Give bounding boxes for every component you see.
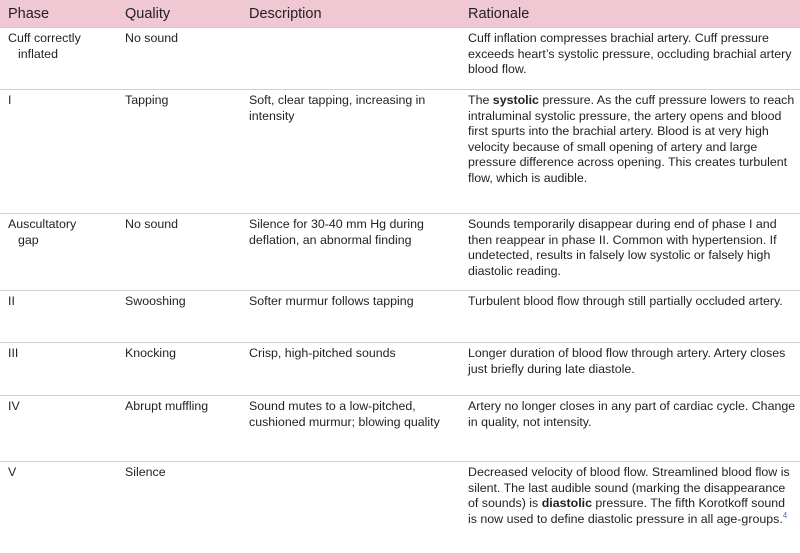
table-row (0, 90, 800, 214)
phase-text: I (8, 93, 12, 107)
phase-text: II (8, 294, 15, 308)
quality-cell: No sound (117, 28, 241, 90)
rationale-text: The (468, 93, 493, 107)
rationale-text: Turbulent blood flow through still partially occluded artery. (468, 294, 783, 308)
rationale-text: Artery no longer closes in any part of cardiac cycle. Change in quality, not intensity. (468, 399, 796, 429)
phase-text-cont: gap (18, 232, 39, 247)
reference-superscript[interactable]: 4 (782, 510, 788, 520)
rationale-bold-term: systolic (492, 93, 539, 107)
phase-text: Cuff correctly (8, 31, 81, 45)
table-body (0, 28, 800, 544)
rationale-text: Longer duration of blood flow through artery. Artery closes just briefly during late diastole. (468, 346, 786, 376)
description-cell (241, 28, 460, 90)
phase-cell (0, 462, 117, 544)
phase-text-cont: inflated (18, 46, 58, 61)
header-row (0, 0, 800, 28)
quality-cell: No sound (117, 214, 241, 291)
description-cell: Silence for 30-40 mm Hg during deflation, an abnormal finding (241, 214, 460, 291)
rationale-text-post: pressure. The fifth Korotkoff sound is now used to define diastolic pressure in all age-groups. (468, 496, 786, 526)
rationale-text: Sounds temporarily disappear during end of phase I and then reappear in phase II. Common with hypertension. If undetected, results in falsely low systolic or falsely high diastolic reading. (468, 217, 777, 278)
phase-text: III (8, 346, 19, 360)
phase-cell (0, 90, 117, 214)
header-description: Description (241, 0, 460, 28)
phase-cell (0, 214, 117, 291)
description-cell: Soft, clear tapping, increasing in intensity (241, 90, 460, 214)
description-cell: Crisp, high-pitched sounds (241, 343, 460, 396)
quality-cell: Silence (125, 465, 166, 479)
header-phase: Phase (0, 0, 117, 28)
rationale-text: Cuff inflation compresses brachial artery. Cuff pressure exceeds heart’s systolic pressure, occluding brachial artery blood flow. (468, 31, 792, 77)
phase-cell (0, 343, 117, 396)
table-row (0, 214, 800, 291)
table-row (0, 396, 800, 462)
table-row (0, 343, 800, 396)
quality-cell: Swooshing (117, 291, 241, 343)
quality-cell: Abrupt muffling (117, 396, 241, 462)
rationale-cell (460, 90, 800, 214)
description-cell: Softer murmur follows tapping (241, 291, 460, 343)
table-header (0, 0, 800, 28)
rationale-cell (460, 396, 800, 462)
phase-cell (0, 396, 117, 462)
rationale-cell (460, 28, 800, 90)
phase-cell (0, 291, 117, 343)
rationale-cell (460, 462, 800, 544)
description-cell (241, 462, 460, 544)
header-rationale: Rationale (460, 0, 800, 28)
rationale-text-post: pressure. As the cuff pressure lowers to reach intraluminal systolic pressure, the artery opens and blood first spurts into the brachial artery. Blood is at very high velocity because of small opening of artery and large pressure difference across opening. This creates turbulent flow, which is audible. (468, 93, 795, 185)
header-quality: Quality (117, 0, 241, 28)
phase-text: Auscultatory (8, 217, 77, 231)
quality-cell: Knocking (117, 343, 241, 396)
rationale-text: Decreased velocity of blood flow. Streamlined blood flow is silent. The last audible sound (marking the disappearance of sounds) is (468, 465, 790, 511)
table-row (0, 462, 800, 544)
table-row (0, 291, 800, 343)
phase-cell (0, 28, 117, 90)
rationale-cell (460, 291, 800, 343)
rationale-cell (460, 343, 800, 396)
rationale-bold-term: diastolic (541, 496, 592, 511)
rationale-cell (460, 214, 800, 291)
phase-text: IV (8, 399, 20, 413)
description-cell: Sound mutes to a low-pitched, cushioned murmur; blowing quality (241, 396, 460, 462)
quality-cell: Tapping (117, 90, 241, 214)
phase-text: V (8, 465, 17, 479)
table-row (0, 28, 800, 90)
